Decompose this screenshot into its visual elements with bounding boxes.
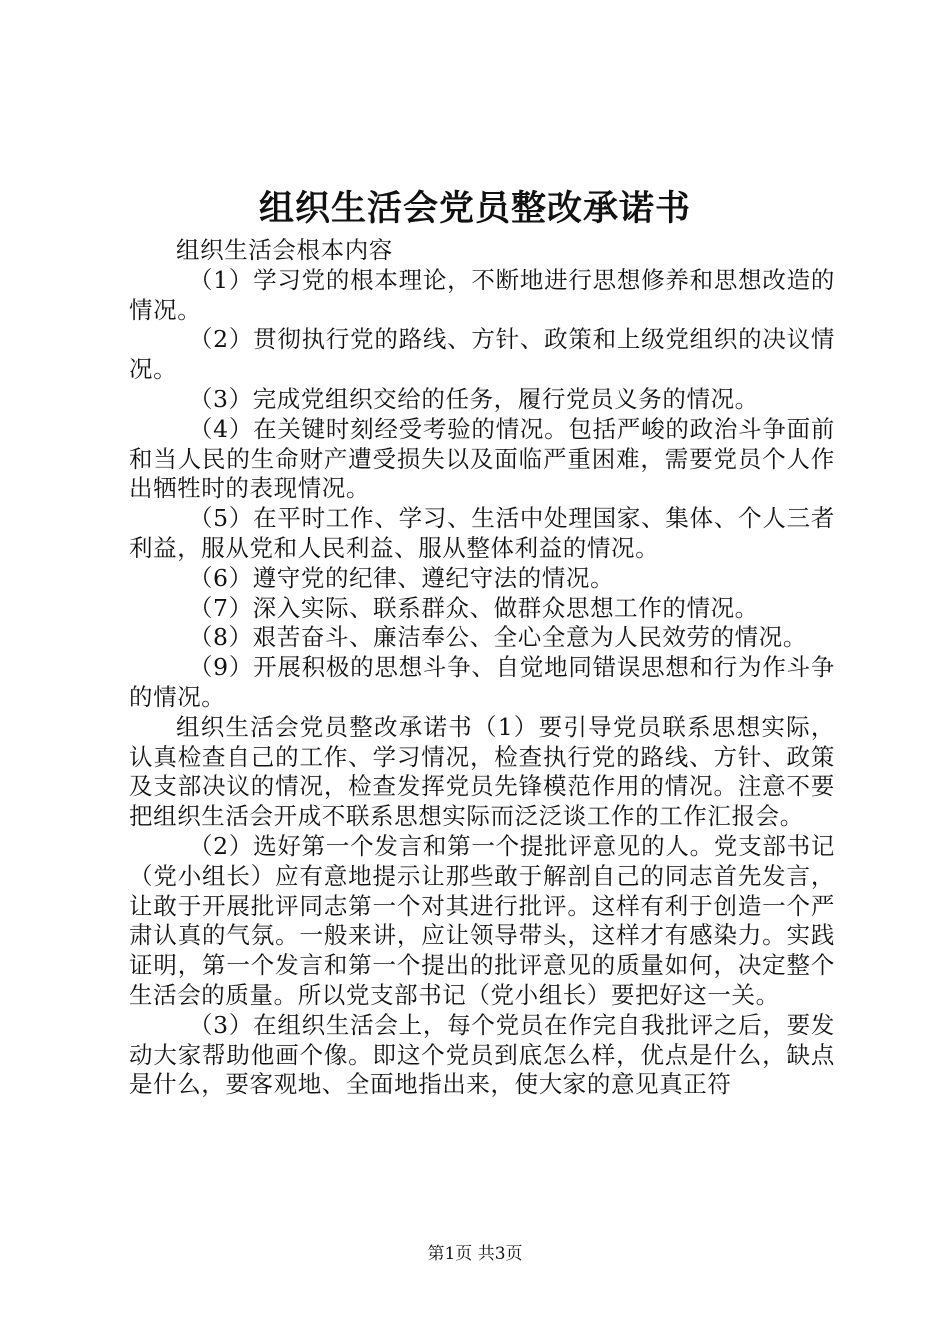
paragraph-item-4: （4）在关键时刻经受考验的情况。包括严峻的政治斗争面前和当人民的生命财产遭受损失以及面临严重困难，需要党员个人作出牺牲时的表现情况。 <box>129 414 835 503</box>
paragraph-section-heading: 组织生活会根本内容 <box>176 236 393 264</box>
paragraph-item-2: （2）贯彻执行党的路线、方针、政策和上级党组织的决议情况。 <box>129 325 835 384</box>
paragraph-item-6: （6）遵守党的纪律、遵纪守法的情况。 <box>188 563 615 592</box>
paragraph-item-5: （5）在平时工作、学习、生活中处理国家、集体、个人三者利益，服从党和人民利益、服从整体利益的情况。 <box>129 504 835 562</box>
document-title: 组织生活会党员整改承诺书 <box>258 188 691 229</box>
paragraph-item-3: （3）完成党组织交给的任务，履行党员义务的情况。 <box>188 384 759 413</box>
paragraph-commitment-2: （2）选好第一个发言和第一个提批评意见的人。党支部书记（党小组长）应有意地提示让那些敢于解剖自己的同志首先发言，让敢于开展批评同志第一个对其进行批评。这样有利于创造一个严肃认真的气氛。一般来讲，应让领导带头，这样才有感染力。实践证明，第一个发言和第一个提出的批评意见的质量如何，决定整个生活会的质量。所以党支部书记（党小组长）要把好这一关。 <box>129 831 835 1009</box>
paragraph-item-9: （9）开展积极的思想斗争、自觉地同错误思想和行为作斗争的情况。 <box>129 653 835 711</box>
page-footer: 第1页 共3页 <box>427 1244 523 1264</box>
paragraph-item-1: （1）学习党的根本理论，不断地进行思想修养和思想改造的情况。 <box>129 265 835 324</box>
paragraph-item-8: （8）艰苦奋斗、廉洁奉公、全心全意为人民效劳的情况。 <box>188 623 807 652</box>
paragraph-item-7: （7）深入实际、联系群众、做群众思想工作的情况。 <box>188 593 759 622</box>
paragraph-commitment-1: 组织生活会党员整改承诺书（1）要引导党员联系思想实际，认真检查自己的工作、学习情况，检查执行党的路线、方针、政策及支部决议的情况，检查发挥党员先锋模范作用的情况。注意不要把组织生活会开成不联系思想实际而泛泛谈工作的工作汇报会。 <box>129 712 835 831</box>
document-body <box>129 236 835 1100</box>
paragraph-commitment-3: （3）在组织生活会上，每个党员在作完自我批评之后，要发动大家帮助他画个像。即这个党员到底怎么样，优点是什么，缺点是什么，要客观地、全面地指出来，使大家的意见真正符 <box>129 1010 835 1099</box>
